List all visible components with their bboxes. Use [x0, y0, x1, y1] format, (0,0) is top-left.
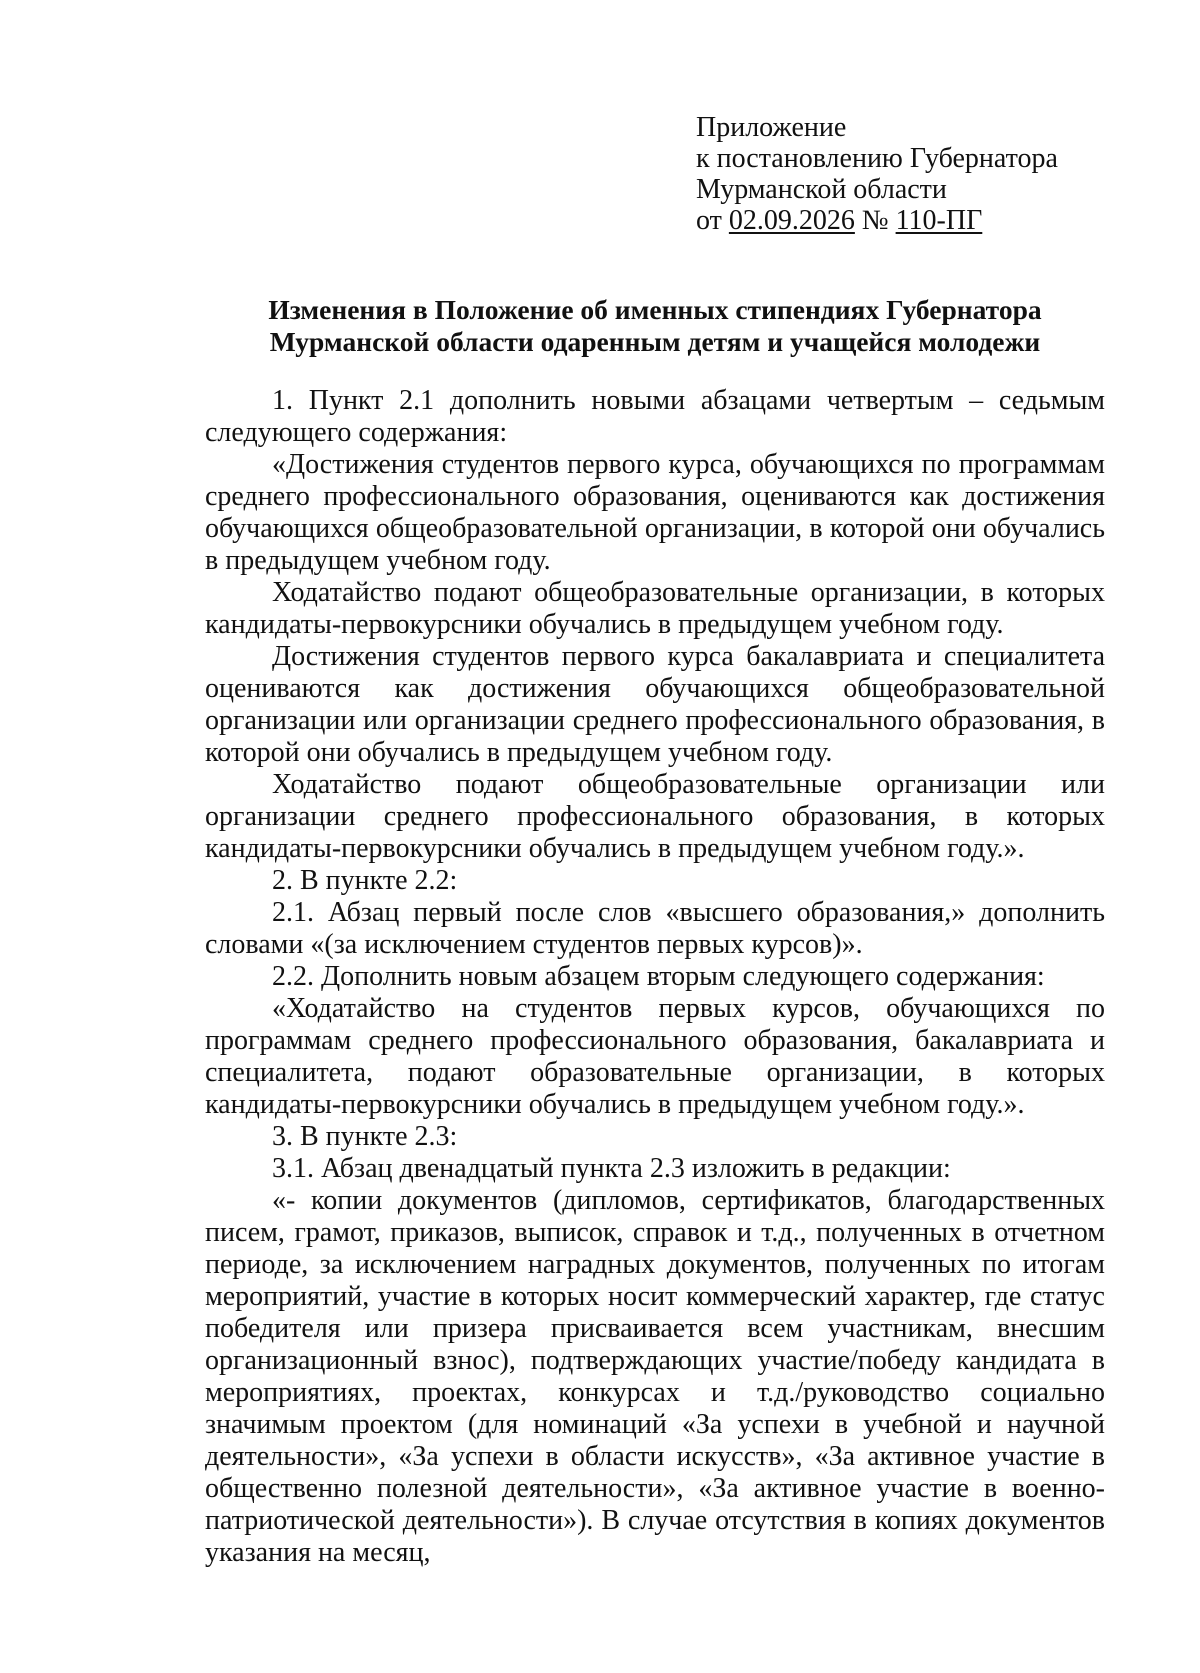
appendix-reference: к постановлению Губернатора	[696, 143, 1058, 174]
title-line-1: Изменения в Положение об именных стипендиях Губернатора	[268, 294, 1042, 325]
date-prefix: от	[696, 205, 729, 236]
paragraph: 2.1. Абзац первый после слов «высшего образования,» дополнить словами «(за исключением студентов первых курсов)».	[205, 897, 1105, 960]
paragraph: 3.1. Абзац двенадцатый пункта 2.3 изложить в редакции:	[272, 1153, 951, 1184]
paragraph: Ходатайство подают общеобразовательные организации, в которых кандидаты-первокурсники обучались в предыдущем учебном году.	[205, 577, 1105, 640]
decree-number: 110-ПГ	[895, 205, 983, 236]
paragraph: «- копии документов (дипломов, сертификатов, благодарственных писем, грамот, приказов, выписок, справок и т.д., полученных в отчетном периоде, за исключением наградных документов, полученных по итогам мероприятий, участие в которых носит коммерческий характер, где статус победителя или призера присваивается всем участникам, внесшим организационный взнос), подтверждающих участие/победу кандидата в мероприятиях, проектах, конкурсах и т.д./руководство социально значимым проектом (для номинаций «За успехи в учебной и научной деятельности», «За успехи в области искусств», «За активное участие в общественно полезной деятельности», «За активное участие в военно-патриотической деятельности»). В случае отсутствия в копиях документов указания на месяц,	[205, 1185, 1105, 1568]
number-prefix: №	[854, 205, 896, 236]
title-line-2: Мурманской области одаренным детям и учащейся молодежи	[269, 326, 1041, 357]
document-body	[205, 385, 1105, 1569]
paragraph: «Достижения студентов первого курса, обучающихся по программам среднего профессионального образования, оцениваются как достижения обучающихся общеобразовательной организации, в которой они обучались в предыдущем учебном году.	[205, 449, 1105, 576]
paragraph: «Ходатайство на студентов первых курсов, обучающихся по программам среднего профессионального образования, бакалавриата и специалитета, подают образовательные организации, в которых кандидаты-первокурсники обучались в предыдущем учебном году.».	[205, 993, 1105, 1120]
paragraph: 2. В пункте 2.2:	[272, 865, 458, 896]
paragraph: 3. В пункте 2.3:	[272, 1121, 458, 1152]
paragraph: Достижения студентов первого курса бакалавриата и специалитета оцениваются как достижения обучающихся общеобразовательной организации или организации среднего профессионального образования, в которой они обучались в предыдущем учебном году.	[205, 641, 1105, 768]
appendix-title: Приложение	[696, 112, 847, 143]
paragraph: 2.2. Дополнить новым абзацем вторым следующего содержания:	[272, 961, 1045, 992]
paragraph: Ходатайство подают общеобразовательные организации или организации среднего профессионального образования, в которых кандидаты-первокурсники обучались в предыдущем учебном году.».	[205, 769, 1105, 864]
document-title	[200, 294, 1110, 358]
decree-date: 02.09.2026	[728, 205, 855, 236]
appendix-block	[696, 112, 1116, 236]
appendix-region: Мурманской области	[696, 174, 947, 205]
paragraph: 1. Пункт 2.1 дополнить новыми абзацами четвертым – седьмым следующего содержания:	[205, 385, 1105, 448]
appendix-date-line	[696, 205, 1116, 236]
